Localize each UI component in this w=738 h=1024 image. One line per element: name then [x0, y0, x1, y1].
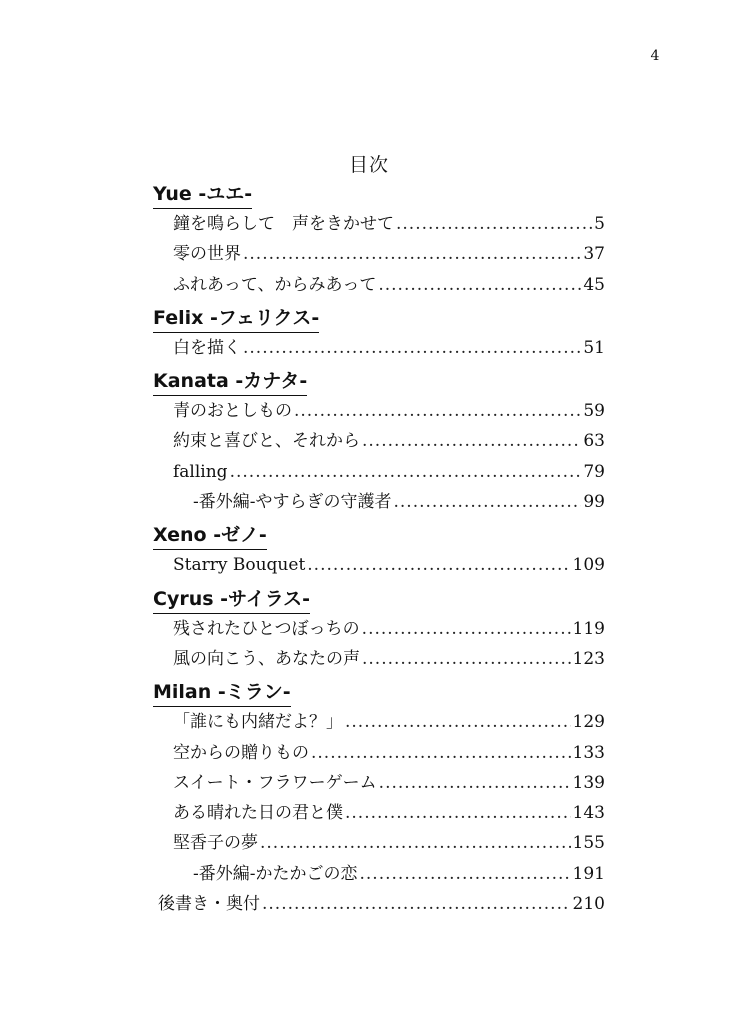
dot-leader	[230, 457, 582, 487]
entry-page: 155	[572, 833, 605, 854]
dot-leader	[260, 828, 571, 858]
dot-leader	[262, 889, 571, 919]
toc-entry	[153, 457, 605, 487]
toc-entry	[153, 396, 605, 426]
entry-page: 143	[572, 803, 605, 824]
dot-leader	[345, 707, 571, 737]
dot-leader	[362, 614, 571, 644]
entry-title: 風の向こう、あなたの声	[173, 648, 360, 669]
entry-title: Starry Bouquet	[173, 555, 306, 576]
toc-entry-afterword	[153, 889, 605, 919]
toc-entry	[153, 550, 605, 580]
entry-page: 139	[572, 772, 605, 793]
entry-page: 210	[572, 894, 605, 915]
toc-entry	[153, 270, 605, 300]
section-heading: Kanata -カナタ-	[153, 367, 307, 396]
entry-title: 鐘を鳴らして 声をきかせて	[173, 214, 394, 234]
dot-leader	[307, 550, 570, 580]
page-number: 4	[650, 48, 660, 64]
toc-section-milan	[153, 674, 605, 889]
entry-page: 129	[572, 712, 605, 733]
dot-leader	[378, 270, 581, 300]
toc-entry	[153, 798, 605, 828]
entry-page: 99	[583, 492, 605, 513]
dot-leader	[396, 209, 592, 239]
toc-entry	[153, 614, 605, 644]
dot-leader	[379, 768, 571, 798]
toc-section-yue	[153, 176, 605, 300]
toc-entry	[153, 426, 605, 456]
toc-entry	[153, 333, 605, 363]
entry-page: 123	[572, 648, 605, 669]
table-of-contents	[153, 176, 605, 919]
toc-entry	[153, 738, 605, 768]
toc-section-felix	[153, 300, 605, 363]
entry-title: 零の世界	[173, 244, 241, 265]
entry-title: -番外編-かたかごの恋	[193, 863, 358, 884]
entry-title: 堅香子の夢	[173, 833, 258, 854]
entry-page: 51	[583, 337, 605, 358]
entry-title: 約束と喜びと、それから	[173, 431, 360, 452]
entry-page: 191	[572, 863, 605, 884]
entry-page: 109	[572, 555, 605, 576]
section-heading: Cyrus -サイラス-	[153, 585, 310, 614]
dot-leader	[394, 487, 582, 517]
entry-title: 「誰にも内緒だよ？」	[173, 712, 343, 733]
entry-title: falling	[173, 461, 228, 482]
toc-entry	[153, 487, 605, 517]
entry-title: ふれあって、からみあって	[173, 274, 377, 295]
section-heading: Xeno -ゼノ-	[153, 521, 267, 550]
section-heading: Yue -ユエ-	[153, 180, 252, 209]
entry-page: 5	[594, 214, 605, 234]
entry-title: 空からの贈りもの	[173, 742, 309, 763]
dot-leader	[345, 798, 571, 828]
entry-title: 青のおとしもの	[173, 401, 292, 422]
toc-title: 目次	[348, 154, 389, 176]
entry-page: 37	[583, 244, 605, 265]
dot-leader	[243, 333, 581, 363]
entry-title: 後書き・奥付	[158, 894, 260, 915]
dot-leader	[362, 426, 581, 456]
toc-entry	[153, 209, 605, 239]
toc-entry	[153, 644, 605, 674]
toc-entry	[153, 859, 605, 889]
entry-title: 残されたひとつぼっちの	[173, 618, 360, 639]
toc-section-kanata	[153, 363, 605, 517]
entry-title: スイート・フラワーゲーム	[173, 772, 377, 793]
section-heading: Milan -ミラン-	[153, 678, 291, 707]
entry-page: 63	[583, 431, 605, 452]
entry-title: 白を描く	[173, 337, 241, 358]
entry-title: -番外編-やすらぎの守護者	[193, 492, 392, 513]
dot-leader	[243, 239, 581, 269]
dot-leader	[311, 738, 571, 768]
entry-page: 133	[572, 742, 605, 763]
entry-page: 119	[572, 618, 605, 639]
entry-title: ある晴れた日の君と僕	[173, 803, 343, 824]
toc-entry	[153, 768, 605, 798]
toc-section-cyrus	[153, 581, 605, 675]
entry-page: 59	[583, 401, 605, 422]
toc-entry	[153, 828, 605, 858]
dot-leader	[362, 644, 571, 674]
toc-section-xeno	[153, 517, 605, 580]
dot-leader	[294, 396, 581, 426]
dot-leader	[360, 859, 571, 889]
section-heading: Felix -フェリクス-	[153, 304, 319, 333]
toc-entry	[153, 239, 605, 269]
entry-page: 79	[583, 461, 605, 482]
entry-page: 45	[583, 274, 605, 295]
toc-entry	[153, 707, 605, 737]
